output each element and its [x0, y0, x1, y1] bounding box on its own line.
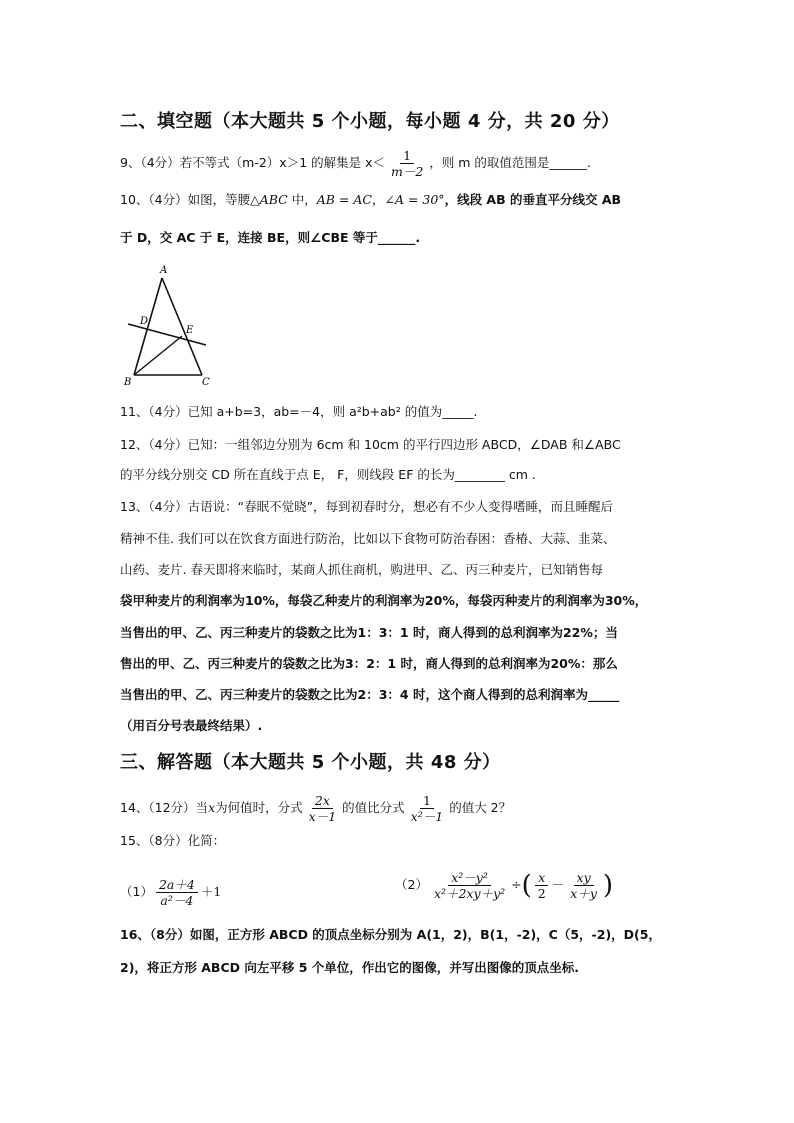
q15-p2-a-den: 2 — [537, 886, 546, 901]
q14-f1-num: 2x — [312, 793, 333, 809]
label-d: D — [140, 316, 149, 327]
question-12-line-2: 的平分线分别交 CD 所在直线于点 E， F，则线段 EF 的长为________ cm . — [120, 467, 536, 482]
q15-p2-minus: － — [551, 877, 565, 892]
q15-p1-label: （1） — [120, 884, 153, 899]
q9-fraction — [388, 148, 426, 179]
q14-pre: 14、（12分）当 — [120, 800, 209, 815]
label-c: C — [202, 377, 210, 388]
q15-p2-den: x²＋2xy＋y² — [433, 886, 506, 901]
perpendicular-bisector — [128, 324, 206, 345]
q15-p2-fraction-a — [535, 870, 549, 901]
section-2-title: 二、填空题（本大题共 5 个小题，每小题 4 分，共 20 分） — [120, 111, 620, 132]
q10-sep: ， — [371, 192, 385, 207]
q10-triangle: ABC — [259, 192, 288, 207]
q14-x: x — [208, 800, 216, 815]
q15-p2-b-den: x＋y — [570, 886, 597, 901]
question-10-line-1 — [120, 191, 621, 209]
q15-p1-tail: ＋1 — [200, 884, 222, 899]
question-11: 11、（4分）已知 a+b=3，ab=－4，则 a²b+ab² 的值为_____. — [120, 404, 478, 419]
q15-p2-fraction — [431, 870, 508, 901]
question-14 — [120, 793, 511, 824]
question-13-line: 山药、麦片. 春天即将来临时，某商人抓住商机，购进甲、乙、丙三种麦片，已知销售每 — [120, 562, 603, 577]
question-13-line: 售出的甲、乙、丙三种麦片的袋数之比为3：2：1 时，商人得到的总利润率为20%：那么 — [120, 656, 618, 671]
question-15-part-2 — [395, 870, 613, 901]
q10-mid: 中， — [287, 192, 317, 207]
q14-post: 的值大 2？ — [449, 800, 512, 815]
q14-f2-den: x²－1 — [410, 809, 444, 824]
label-b: B — [124, 377, 132, 388]
q15-p2-b-num: xy — [574, 870, 594, 886]
question-13-line: （用百分号表最终结果）. — [120, 718, 263, 733]
q10-eq1: AB = AC — [316, 192, 372, 207]
q14-fraction-1 — [306, 793, 340, 824]
question-15-part-1 — [120, 877, 221, 908]
q14-fraction-2 — [408, 793, 447, 824]
q15-p1-fraction — [156, 877, 198, 908]
q15-p2-a-num: x — [535, 870, 548, 886]
q14-f1-den: x－1 — [308, 809, 337, 824]
question-13-line: 袋甲种麦片的利润率为10%，每袋乙种麦片的利润率为20%，每袋丙种麦片的利润率为30%， — [120, 593, 648, 608]
triangle-figure — [118, 262, 218, 388]
q15-p1-den: a²－4 — [160, 893, 194, 908]
q15-p2-num: x²－y² — [448, 870, 491, 886]
question-13-line: 当售出的甲、乙、丙三种麦片的袋数之比为2：3：4 时，这个商人得到的总利润率为_____ — [120, 687, 620, 702]
q10-eq2: ∠A = 30° — [384, 192, 445, 207]
side-ac — [162, 278, 202, 375]
q15-p1-num: 2a＋4 — [156, 877, 198, 893]
question-13-line: 精神不佳. 我们可以在饮食方面进行防治，比如以下食物可防治春困：香椿、大蒜、韭菜、 — [120, 531, 616, 546]
question-16-line-2: 2)，将正方形 ABCD 向左平移 5 个单位，作出它的图像，并写出图像的顶点坐标. — [120, 960, 580, 975]
question-12-line-1: 12、（4分）已知：一组邻边分别为 6cm 和 10cm 的平行四边形 ABCD，∠DAB 和∠ABC — [120, 437, 621, 452]
section-3-title: 三、解答题（本大题共 5 个小题，共 48 分） — [120, 752, 501, 773]
q14-mid2: 的值比分式 — [342, 800, 405, 815]
question-13-line: 13、（4分）古语说：“春眠不觉晓”，每到初春时分，想必有不少人变得嗜睡，而且睡醒后 — [120, 499, 614, 514]
label-e: E — [186, 325, 194, 336]
question-16-line-1: 16、（8分）如图，正方形 ABCD 的顶点坐标分别为 A(1，2)，B(1，-2)，C（5，-2)，D(5， — [120, 927, 661, 942]
q9-frac-num: 1 — [400, 148, 414, 164]
q15-left-paren: ( — [521, 870, 532, 901]
q9-text-post: ，则 m 的取值范围是______. — [429, 155, 591, 170]
question-9 — [120, 148, 591, 179]
q14-f2-num: 1 — [420, 793, 434, 809]
q15-right-paren: ) — [602, 870, 614, 901]
q9-text-pre: 9、（4分）若不等式（m-2）x＞1 的解集是 x＜ — [120, 155, 385, 170]
question-13-line: 当售出的甲、乙、丙三种麦片的袋数之比为1：3：1 时，商人得到的总利润率为22%；当 — [120, 625, 618, 640]
q14-mid1: 为何值时，分式 — [215, 800, 303, 815]
q15-p2-fraction-b — [567, 870, 600, 901]
q10-pre: 10、（4分）如图，等腰△ — [120, 192, 260, 207]
question-15-title: 15、（8分）化简： — [120, 833, 226, 848]
label-a: A — [160, 265, 168, 276]
segment-be — [134, 336, 182, 375]
q15-p2-divide: ÷ — [511, 877, 522, 892]
question-10-line-2: 于 D，交 AC 于 E，连接 BE，则∠CBE 等于______. — [120, 230, 421, 245]
q9-frac-den: m－2 — [391, 164, 424, 179]
q15-p2-label: （2） — [395, 877, 428, 892]
q10-post: ，线段 AB 的垂直平分线交 AB — [444, 192, 622, 207]
